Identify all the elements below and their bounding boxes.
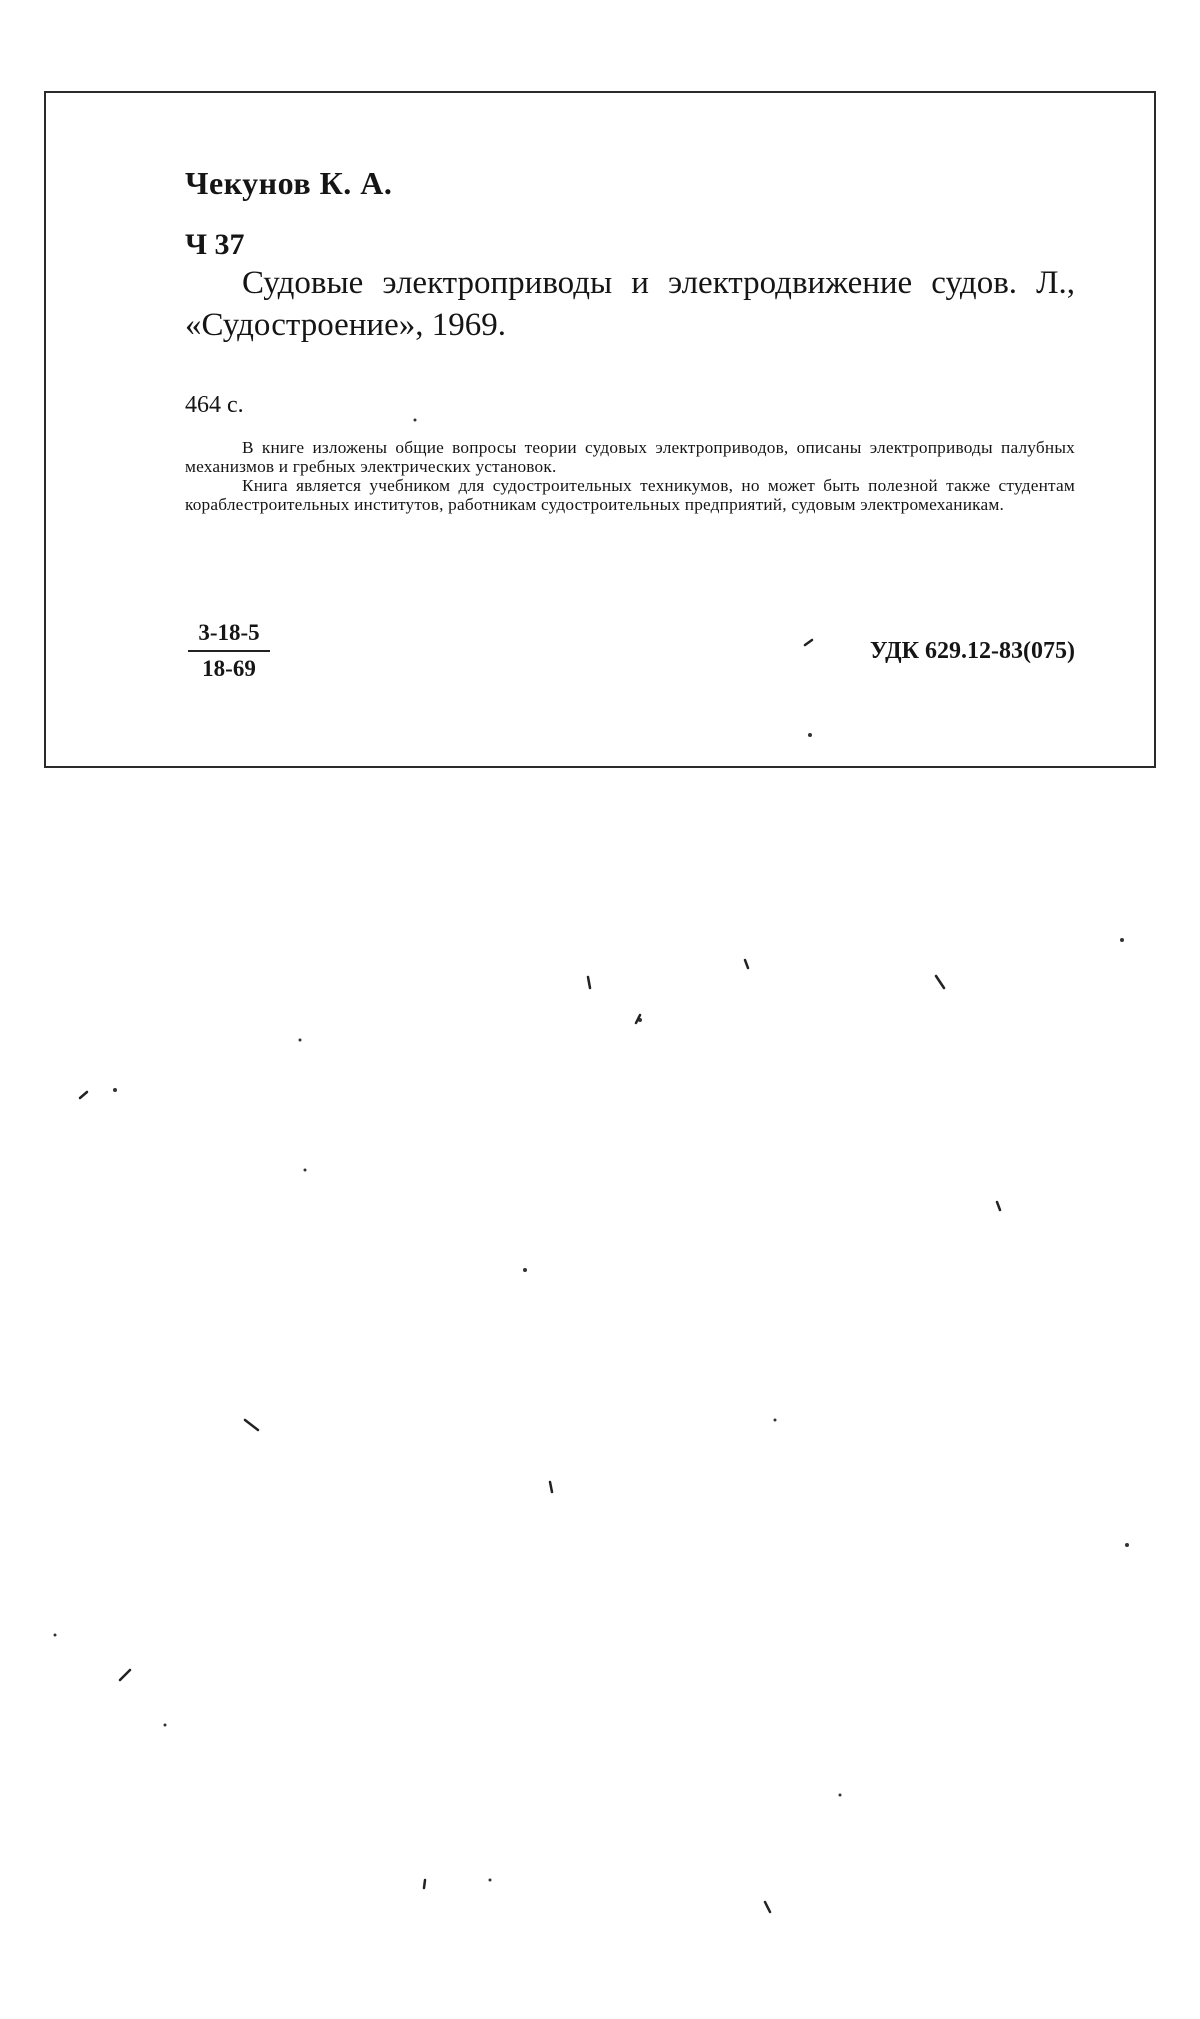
udc-code: УДК 629.12-83(075) <box>869 638 1075 664</box>
author-name: Чекунов К. А. <box>185 165 393 201</box>
page-count: 464 с. <box>185 392 244 418</box>
abstract-paragraph-2: Книга является учебником для судостроительных техникумов, но может быть полезной также студентам кораблестроительных институтов, работникам судостроительных предприятий, судовым электромеханикам. <box>185 476 1075 514</box>
abstract <box>185 438 1075 514</box>
classification-mark-text: Ч 37 <box>185 228 245 261</box>
book-title: Судовые электроприводы и электродвижение судов. Л., «Судостроение», 1969. <box>185 265 1075 343</box>
index-fraction <box>188 620 270 682</box>
index-denominator: 18-69 <box>202 656 256 681</box>
abstract-paragraph-1: В книге изложены общие вопросы теории судовых электроприводов, описаны электроприводы палубных механизмов и гребных электрических установок. <box>185 438 1075 476</box>
classification-mark <box>185 228 245 262</box>
index-numerator: 3-18-5 <box>188 620 270 652</box>
